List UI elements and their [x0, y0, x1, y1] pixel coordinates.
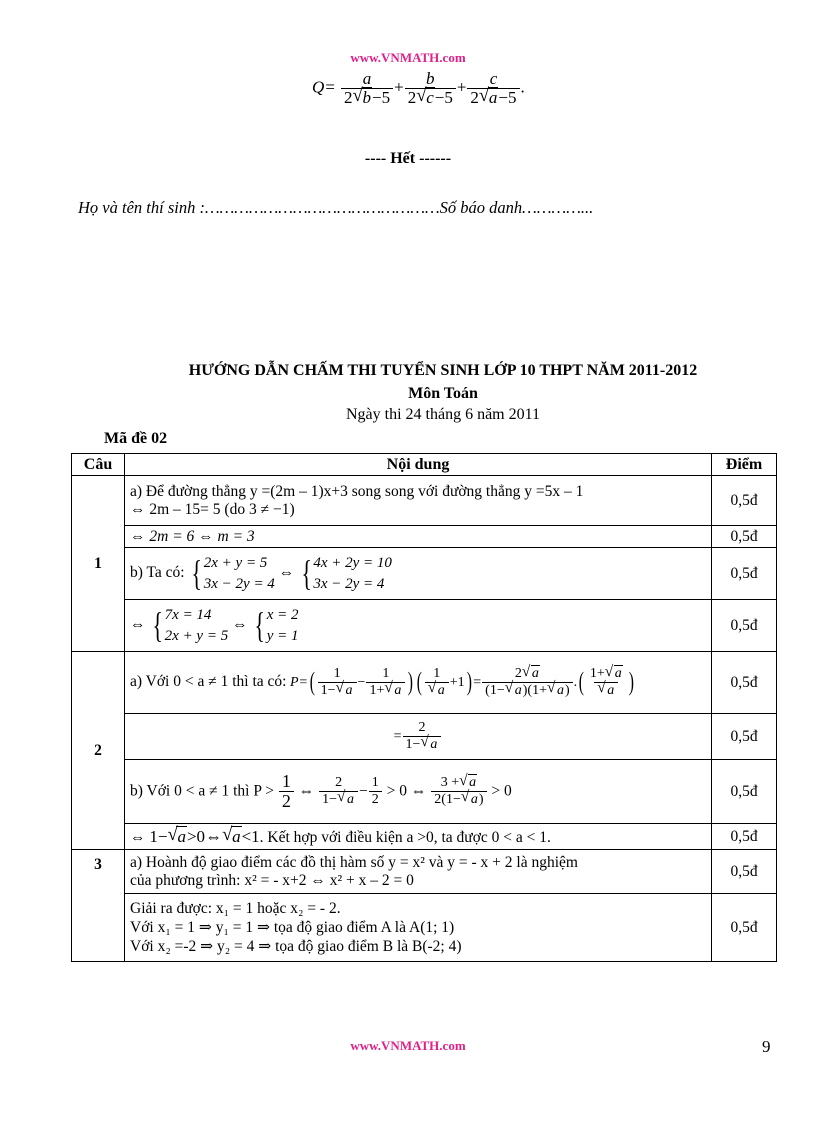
q2-row-3-content: b) Với 0 < a ≠ 1 thì P > $\frac{1}{2}$ ⇔ $\frac{2}{1-√ a}$ − $\frac{1}{2}$ > 0 ⇔ $\frac{3 +√ a}{2(1-√ a)}$ > 0	[125, 760, 712, 824]
table-row	[72, 850, 777, 894]
q1-row-3-score: 0,5đ	[712, 548, 777, 600]
question-number-1: 1	[72, 476, 125, 652]
q1-row-2-score: 0,5đ	[712, 526, 777, 548]
q1-row-3-content: b) Ta có: { 2x + y = 5 3x − 2y = 4 ⇔ { 4x + 2y = 10 3x − 2y = 4	[125, 548, 712, 600]
table-row	[72, 894, 777, 962]
table-row	[72, 526, 777, 548]
formula-q: Q= $\frac{a}{2√ b-5}$ + $\frac{b}{2√ c-5}$ + $\frac{c}{2√ a-5}$ .	[312, 70, 525, 108]
q2-row-4-score: 0,5đ	[712, 824, 777, 850]
q3-row-2-content: Giải ra được: x₁ = 1 hoặc x₂ = - 2. Với x₁ = 1 ⇒ y₁ = 1 ⇒ tọa độ giao điểm A là A(1; 1) Với x₂ =-2 ⇒ y₂ = 4 ⇒ tọa độ giao điểm B là B(-2; 4)	[125, 894, 712, 962]
guide-subject: Môn Toán	[408, 385, 478, 402]
formula-q-term-2: $\frac{b}{2√ c-5}$	[405, 70, 456, 108]
page-number: 9	[762, 1037, 771, 1056]
q2-row-1-score: 0,5đ	[712, 652, 777, 714]
candidate-line: Họ và tên thí sinh :…………………………………………Số báo danh…………...	[78, 198, 594, 217]
header-site-link[interactable]: www.VNMATH.com	[350, 50, 466, 65]
q2-row-4-content: ⇔ 1−√ a>0⇔√ a<1. Kết hợp với điều kiện a >0, ta được 0 < a < 1.	[125, 824, 712, 850]
q3-row-2-score: 0,5đ	[712, 894, 777, 962]
header-score: Điểm	[712, 454, 777, 476]
formula-q-lhs: Q=	[312, 77, 336, 97]
scoring-table	[71, 453, 777, 962]
table-row	[72, 714, 777, 760]
q1-row-4-score: 0,5đ	[712, 600, 777, 652]
q1-row-1-score: 0,5đ	[712, 476, 777, 526]
q2-row-1-content: a) Với 0 < a ≠ 1 thì ta có: P=( $\frac{1}{1-√ a}$ − $\frac{1}{1+√ a}$ ) ( 1 √ a +1) = $\frac{2√ a}{(1-√ a)(1+√ a)}$ .( 1+√ a √ a )	[125, 652, 712, 714]
q2-row-3-score: 0,5đ	[712, 760, 777, 824]
table-row	[72, 760, 777, 824]
table-header-row	[72, 454, 777, 476]
system-2: { 4x + 2y = 10 3x − 2y = 4	[301, 553, 392, 594]
q1-row-4-content: ⇔ { 7x = 14 2x + y = 5 ⇔ { x = 2 y = 1	[125, 600, 712, 652]
q3-row-1-content: a) Hoành độ giao điểm các đồ thị hàm số y = x² và y = - x + 2 là nghiệm của phương trình: x² = - x+2 ⇔ x² + x – 2 = 0	[125, 850, 712, 894]
q3-row-1-score: 0,5đ	[712, 850, 777, 894]
header-content: Nội dung	[125, 454, 712, 476]
table-row	[72, 476, 777, 526]
table-row	[72, 652, 777, 714]
q1-row-1-content: a) Để đường thẳng y =(2m – 1)x+3 song song với đường thẳng y =5x – 1 ⇔ 2m – 15= 5 (do 3 ≠ −1)	[125, 476, 712, 526]
q2-row-2-score: 0,5đ	[712, 714, 777, 760]
q1-row-2-content: ⇔ 2m = 6 ⇔ m = 3	[125, 526, 712, 548]
header-question: Câu	[72, 454, 125, 476]
formula-q-term-1: $\frac{a}{2√ b-5}$	[341, 70, 393, 108]
system-4: { x = 2 y = 1	[254, 605, 299, 646]
exam-code: Mã đề 02	[104, 430, 168, 447]
question-number-2: 2	[72, 652, 125, 850]
table-row	[72, 548, 777, 600]
q2-row-2-content: = $\frac{2}{1-√ a}$	[125, 714, 712, 760]
system-3: { 7x = 14 2x + y = 5	[152, 605, 229, 646]
table-row	[72, 600, 777, 652]
system-1: { 2x + y = 5 3x − 2y = 4	[191, 553, 275, 594]
formula-q-term-3: $\frac{c}{2√ a-5}$	[467, 70, 519, 108]
question-number-3: 3	[72, 850, 125, 962]
guide-date: Ngày thi 24 tháng 6 năm 2011	[345, 406, 541, 423]
table-row	[72, 824, 777, 850]
footer-site-link[interactable]: www.VNMATH.com	[350, 1038, 466, 1053]
guide-title: HƯỚNG DẪN CHẤM THI TUYỂN SINH LỚP 10 THPT NĂM 2011-2012	[188, 362, 698, 379]
end-mark: ---- Hết ------	[364, 150, 452, 167]
